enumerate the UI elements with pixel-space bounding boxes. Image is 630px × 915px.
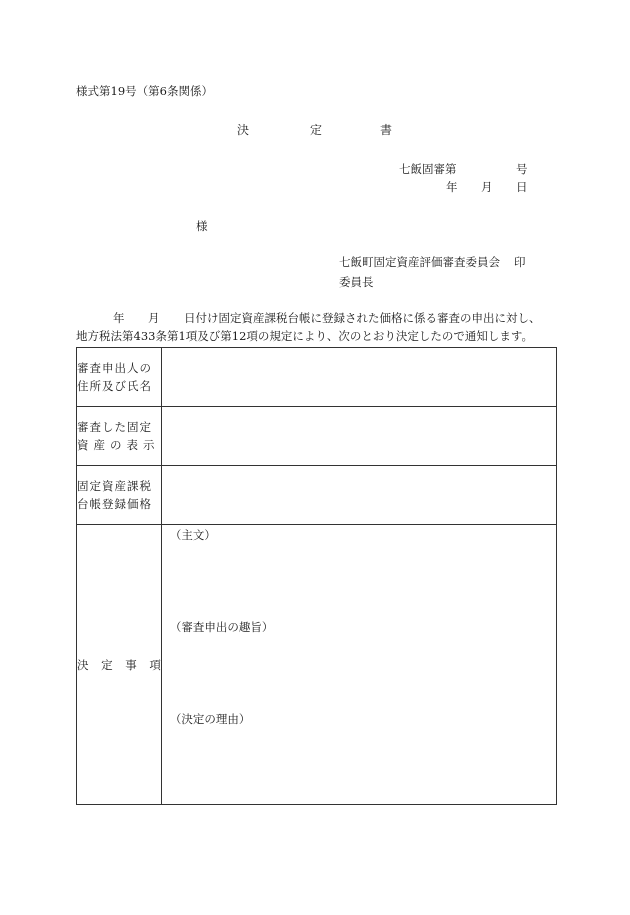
table-row-applicant [77, 348, 557, 407]
decision-content [161, 525, 556, 805]
body-year: 年 [113, 311, 125, 325]
registered-price-label: 固定資産課税 台帳登録価格 [77, 466, 162, 525]
section-main-text: （主文） [169, 528, 216, 542]
doc-number-prefix: 七飯固審第 [399, 162, 457, 176]
date-day: 日 [516, 180, 528, 194]
title-char-3: 書 [380, 123, 393, 137]
document-title [0, 121, 630, 139]
section-request-purpose: （審査申出の趣旨） [169, 620, 274, 634]
applicant-value [161, 348, 556, 407]
recipient-suffix: 様 [196, 219, 208, 233]
date-month: 月 [481, 180, 493, 194]
form-number-label: 様式第19号（第6条関係） [76, 84, 213, 98]
issuer-org-name: 七飯町固定資産評価審査委員会 [339, 255, 500, 269]
body-month: 月 [148, 311, 160, 325]
section-decision-reason: （決定の理由） [169, 712, 251, 726]
table-row-property [77, 407, 557, 466]
table-row-decision [77, 525, 557, 805]
property-label: 審査した固定 資産の表示 [77, 407, 162, 466]
title-char-1: 決 [237, 123, 250, 137]
decision-label-chars: 決 定 事 項 [77, 657, 161, 672]
issuer-title: 委員長 [339, 275, 374, 289]
doc-number-suffix: 号 [516, 162, 528, 176]
applicant-label: 審査申出人の 住所及び氏名 [77, 348, 162, 407]
body-text-line-2: 地方税法第433条第1項及び第12項の規定により、次のとおり決定したので通知します。 [76, 329, 533, 343]
title-char-2: 定 [310, 123, 323, 137]
decision-label [77, 525, 162, 805]
table-row-registered-price [77, 466, 557, 525]
property-value [161, 407, 556, 466]
registered-price-value [161, 466, 556, 525]
body-line1-text: 日付け固定資産課税台帳に登録された価格に係る審査の申出に対し、 [184, 311, 541, 325]
date-year: 年 [446, 180, 458, 194]
seal-mark: 印 [514, 255, 526, 269]
decision-table [76, 347, 557, 805]
